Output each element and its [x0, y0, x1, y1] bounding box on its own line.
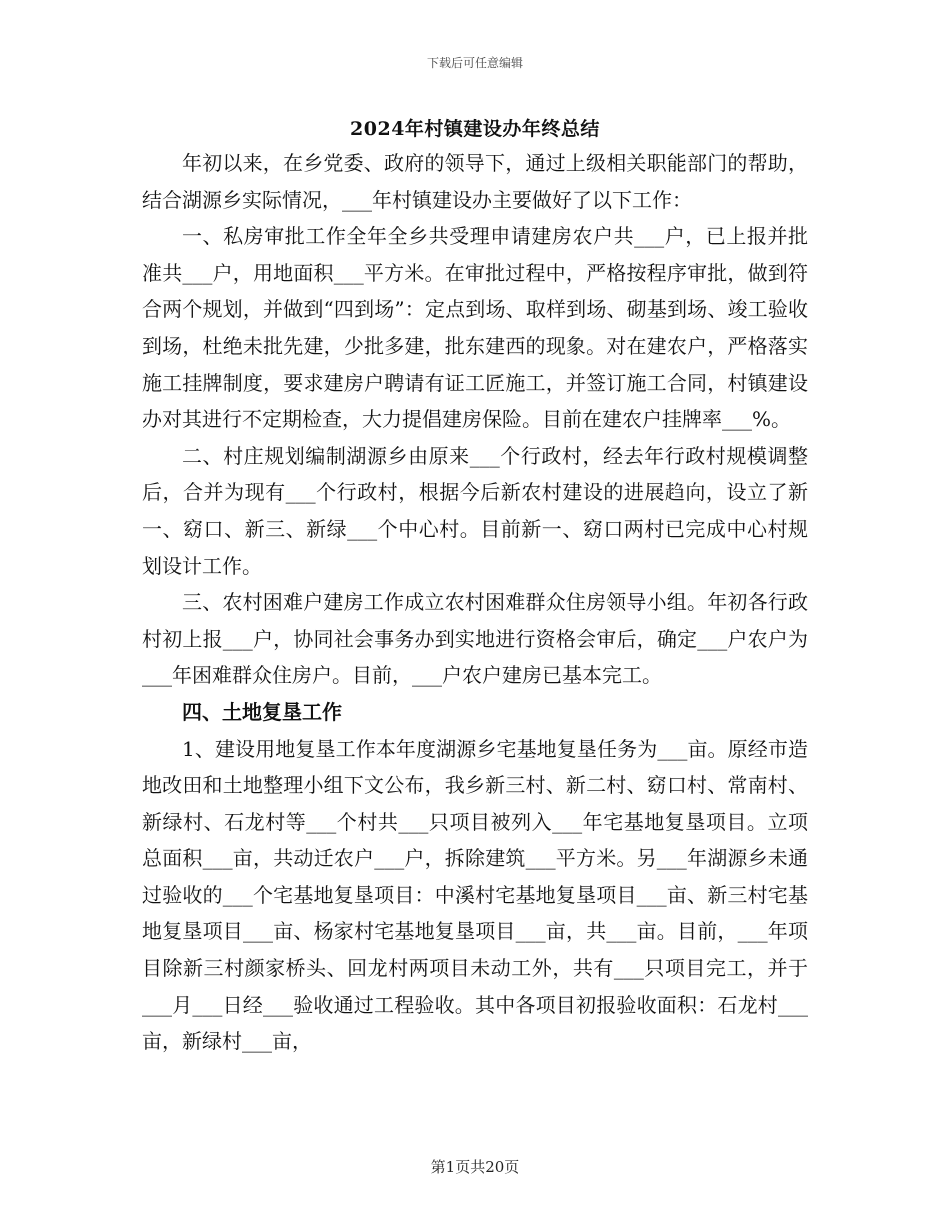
page-footer-number: 第1页共20页 — [430, 1158, 520, 1176]
paragraph-section-3: 三、农村困难户建房工作成立农村困难群众住房领导小组。年初各行政村初上报___户，协同社会事务办到实地进行资格会审后，确定___户农户为___年困难群众住房户。目前，___户农户建房已基本完工。 — [142, 590, 808, 688]
paragraph-section-4-1: 1、建设用地复垦工作本年度湖源乡宅基地复垦任务为___亩。原经市造地改田和土地整理小组下文公布，我乡新三村、新二村、窈口村、常南村、新绿村、石龙村等___个村共___只项目被列入___年宅基地复垦项目。立项总面积___亩，共动迁农户___户，拆除建筑___平方米。另___年湖源乡未通过验收的___个宅基地复垦项目：中溪村宅基地复垦项目___亩、新三村宅基地复垦项目___亩、杨家村宅基地复垦项目___亩，共___亩。目前，___年项目除新三村颜家桥头、回龙村两项目未动工外，共有___只项目完工，并于___月___日经___验收通过工程验收。其中各项目初报验收面积：石龙村___亩，新绿村___亩， — [142, 736, 808, 1054]
page-header-note: 下载后可任意编辑 — [426, 56, 523, 70]
paragraph-section-1: 一、私房审批工作全年全乡共受理申请建房农户共___户，已上报并批准共___户，用地面积___平方米。在审批过程中，严格按程序审批，做到符合两个规划，并做到“四到场”：定点到场、取样到场、砌基到场、竣工验收到场，杜绝未批先建，少批多建，批东建西的现象。对在建农户，严格落实施工挂牌制度，要求建房户聘请有证工匠施工，并签订施工合同，村镇建设办对其进行不定期检查，大力提倡建房保险。目前在建农户挂牌率___%。 — [142, 224, 808, 432]
document-title: 2024年村镇建设办年终总结 — [350, 118, 600, 140]
paragraph-section-2: 二、村庄规划编制湖源乡由原来___个行政村，经去年行政村规模调整后，合并为现有___个行政村，根据今后新农村建设的进展趋向，设立了新一、窈口、新三、新绿___个中心村。目前新一、窈口两村已完成中心村规划设计工作。 — [142, 443, 808, 578]
document-body — [142, 145, 808, 1060]
paragraph-intro: 年初以来，在乡党委、政府的领导下，通过上级相关职能部门的帮助，结合湖源乡实际情况，___年村镇建设办主要做好了以下工作： — [142, 151, 808, 212]
section-heading-4: 四、土地复垦工作 — [182, 699, 342, 724]
